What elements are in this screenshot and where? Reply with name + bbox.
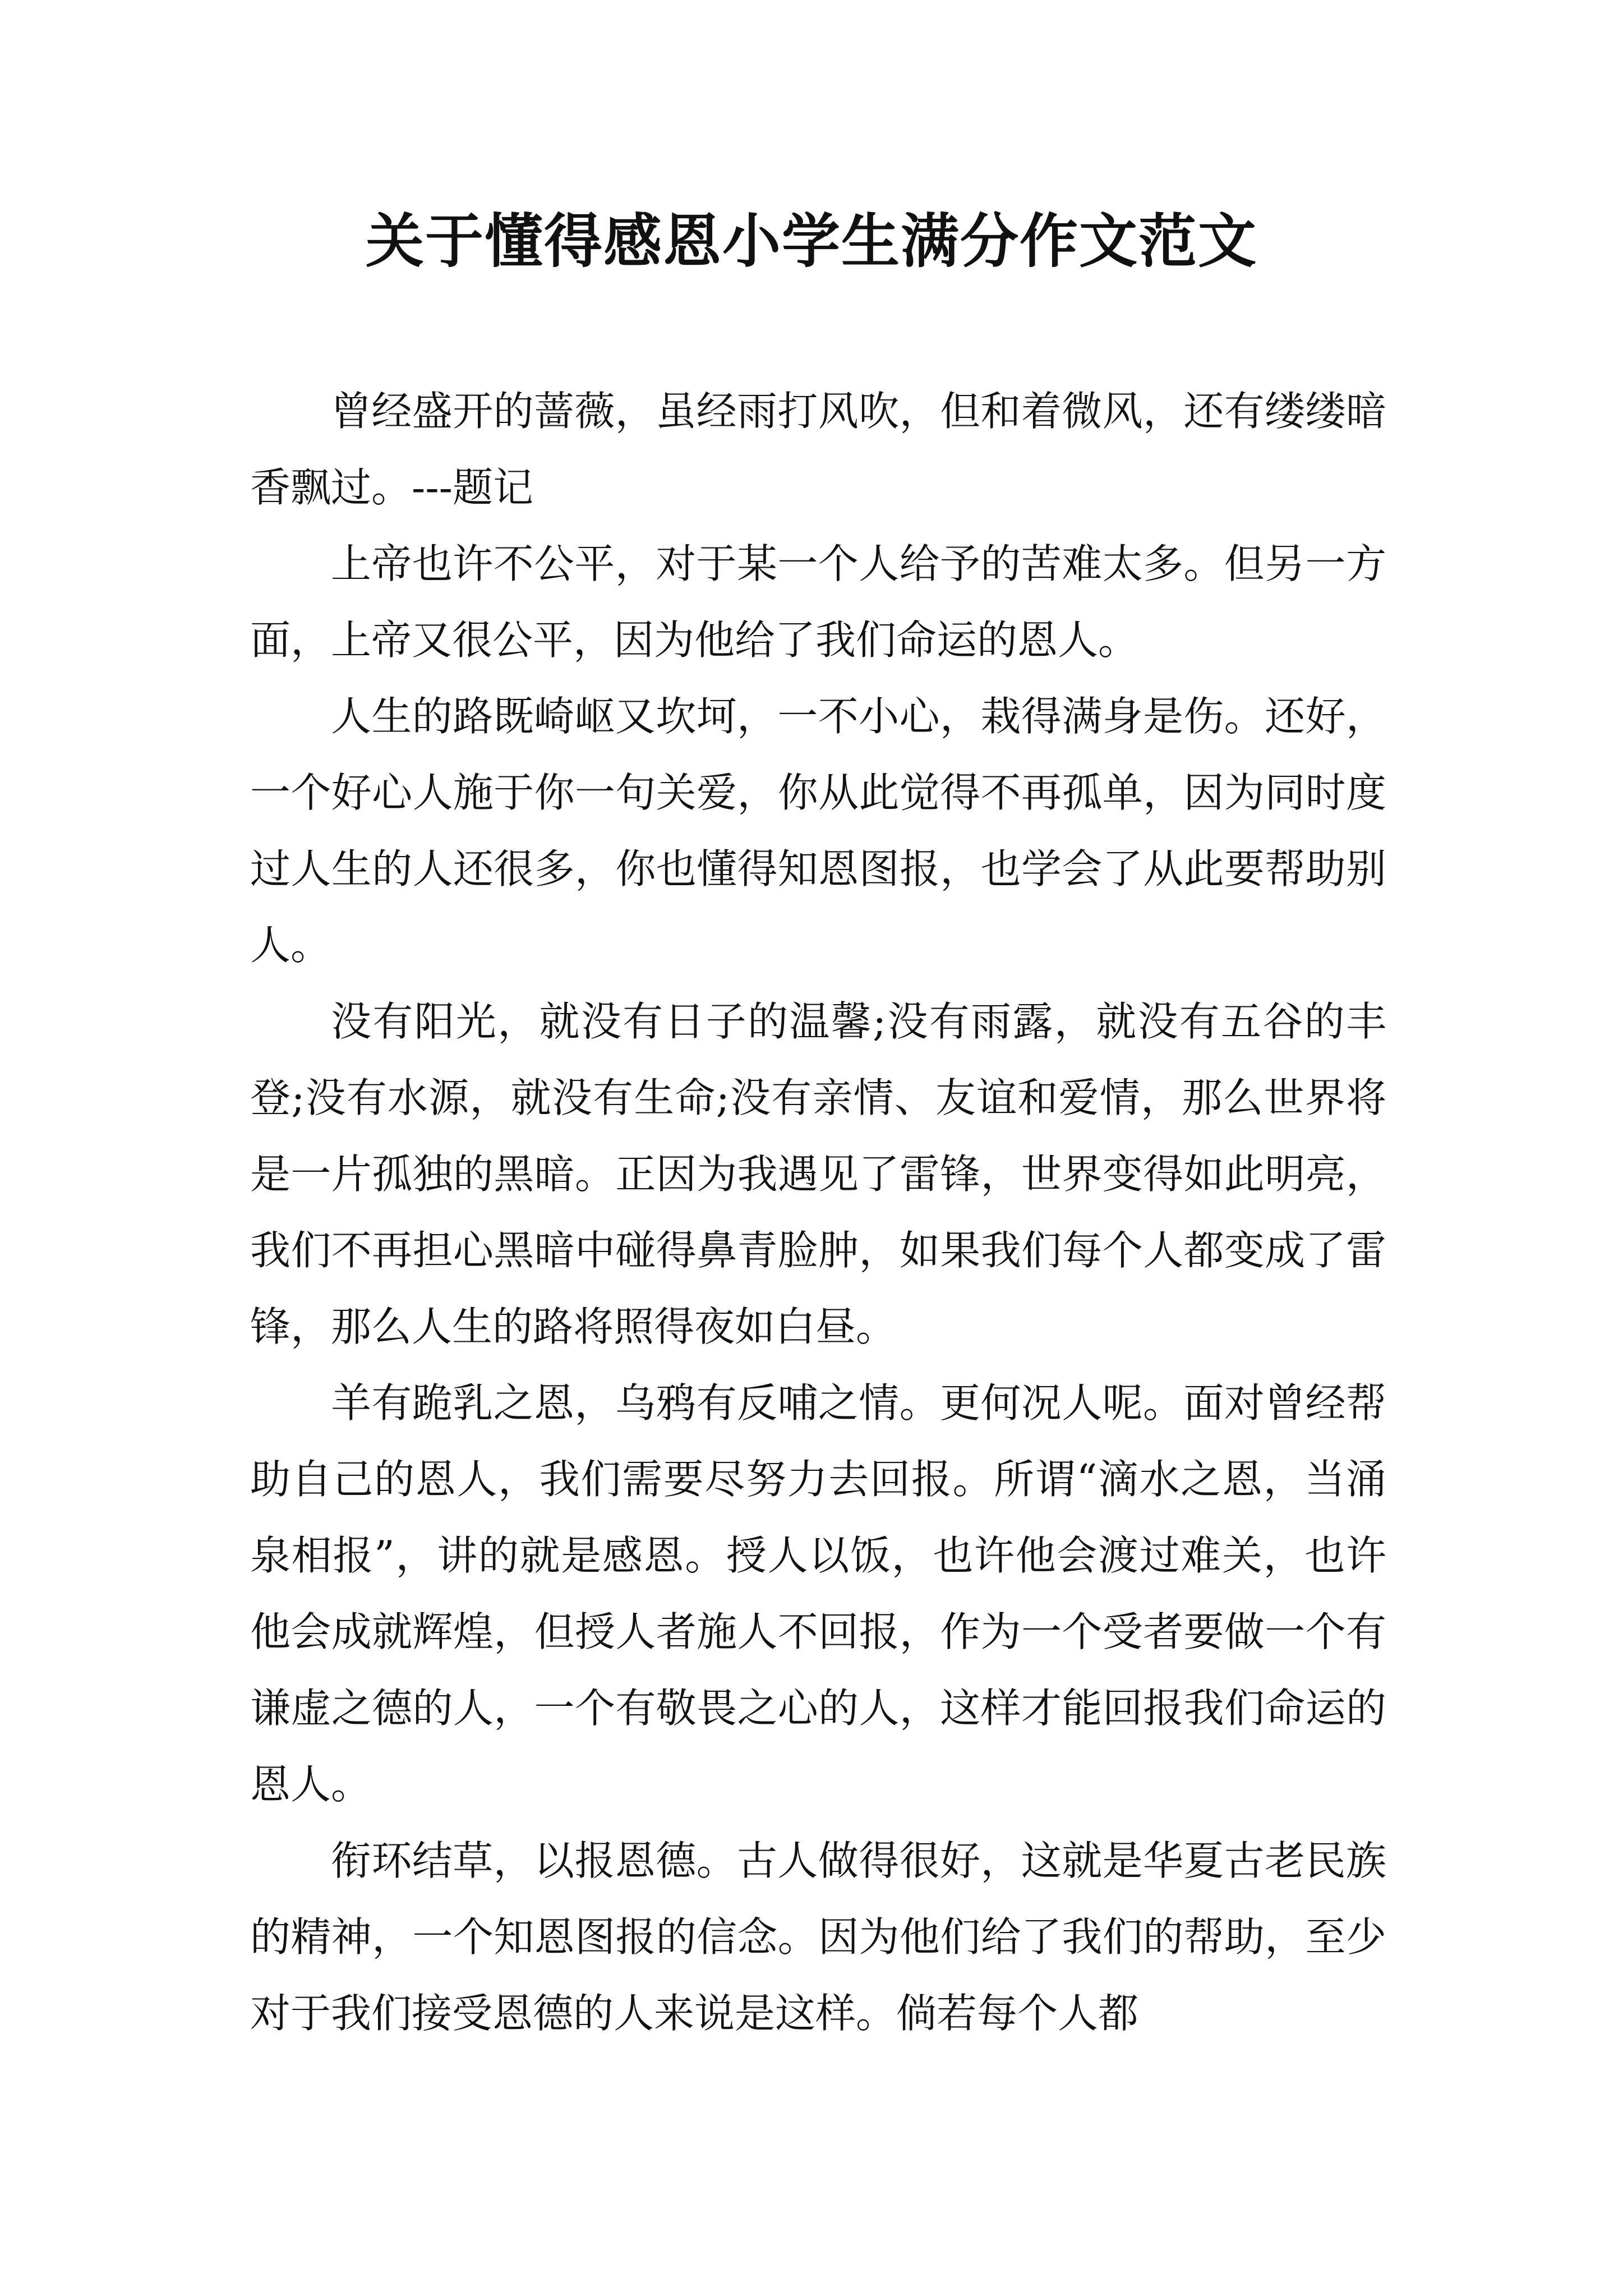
document-title: 关于懂得感恩小学生满分作文范文 — [365, 207, 1257, 275]
paragraph: 没有阳光，就没有日子的温馨;没有雨露，就没有五谷的丰登;没有水源，就没有生命;没有亲情、友谊和爱情，那么世界将是一片孤独的黑暗。正因为我遇见了雷锋，世界变得如此明亮，我们不再担心黑暗中碰得鼻青脸肿，如果我们每个人都变成了雷锋，那么人生的路将照得夜如白昼。 — [250, 998, 1386, 1350]
document-body — [250, 373, 1386, 2051]
paragraph-epigraph: 曾经盛开的蔷薇，虽经雨打风吹，但和着微风，还有缕缕暗香飘过。---题记 — [250, 388, 1386, 511]
paragraph: 上帝也许不公平，对于某一个人给予的苦难太多。但另一方面，上帝又很公平，因为他给了我们命运的恩人。 — [250, 540, 1386, 664]
paragraph: 人生的路既崎岖又坎坷，一不小心，栽得满身是伤。还好，一个好心人施于你一句关爱，你从此觉得不再孤单，因为同时度过人生的人还很多，你也懂得知恩图报，也学会了从此要帮助别人。 — [250, 693, 1386, 969]
paragraph: 衔环结草，以报恩德。古人做得很好，这就是华夏古老民族的精神，一个知恩图报的信念。因为他们给了我们的帮助，至少对于我们接受恩德的人来说是这样。倘若每个人都 — [250, 1837, 1386, 2037]
paragraph: 羊有跪乳之恩，乌鸦有反哺之情。更何况人呢。面对曾经帮助自己的恩人，我们需要尽努力去回报。所谓“滴水之恩，当涌泉相报”，讲的就是感恩。授人以饭，也许他会渡过难关，也许他会成就辉煌，但授人者施人不回报，作为一个受者要做一个有谦虚之德的人，一个有敬畏之心的人，这样才能回报我们命运的恩人。 — [250, 1379, 1386, 1808]
